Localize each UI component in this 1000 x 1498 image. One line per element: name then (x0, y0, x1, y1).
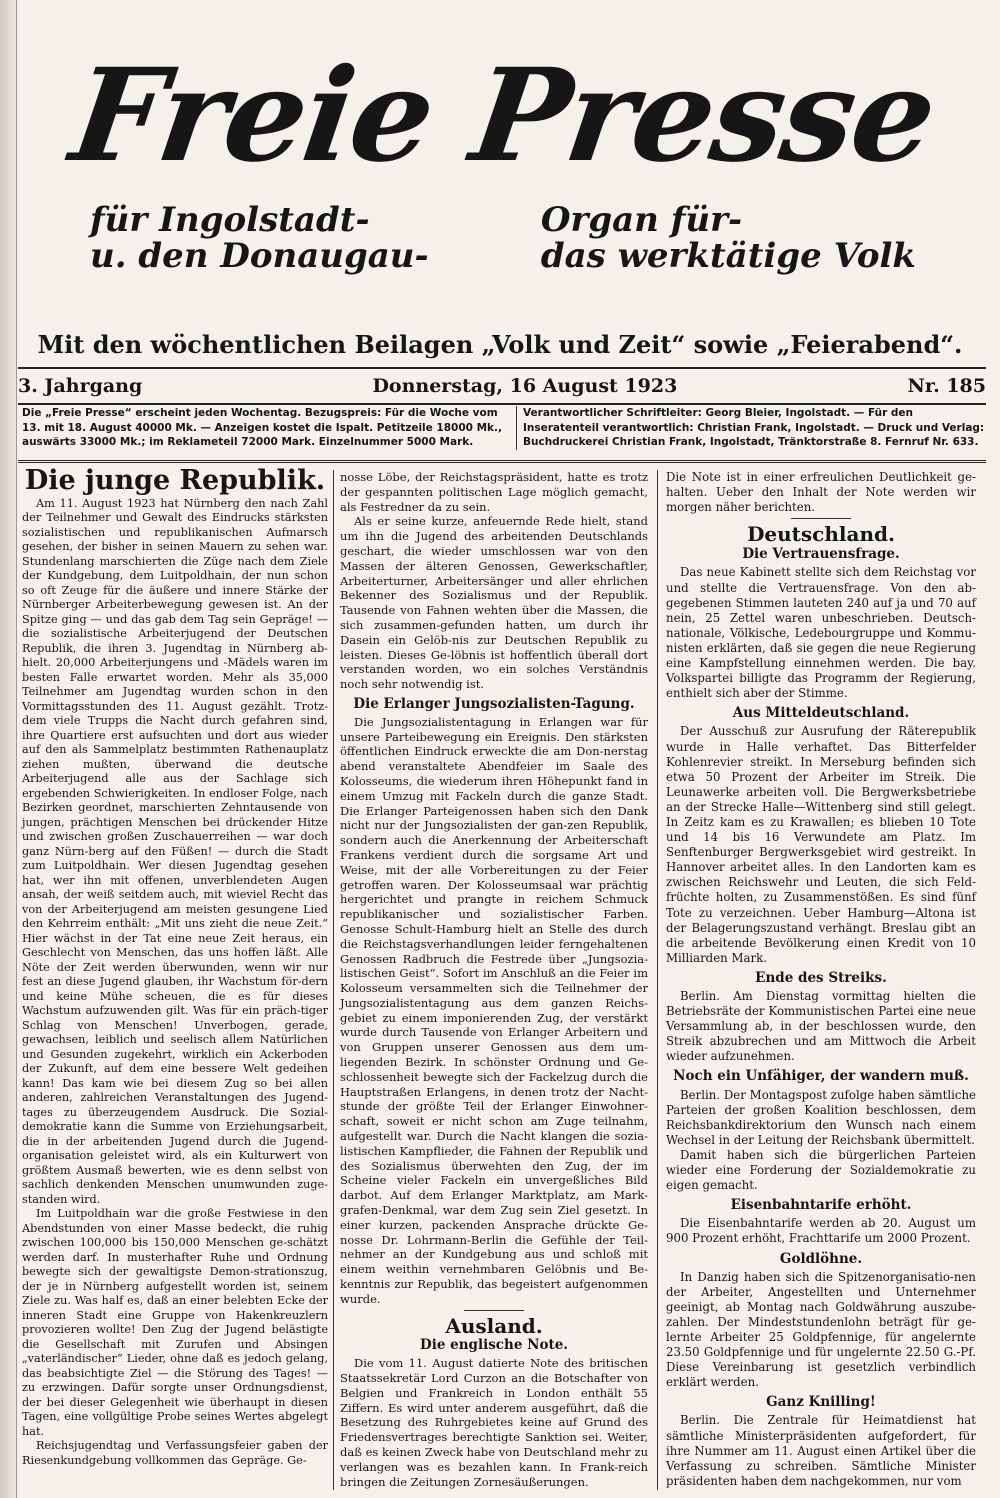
subtitle-left-line1: für Ingolstadt- (90, 200, 370, 240)
column-3 (666, 470, 976, 1489)
supplements-line: Mit den wöchentlichen Beilagen „Volk und Zeit“ sowie „Feierabend“. (37, 330, 963, 359)
header-rule (18, 460, 986, 463)
subheading-mitteldeutschland: Aus Mitteldeutschland. (732, 705, 910, 722)
column-rule-1 (333, 470, 334, 1490)
article-paragraph: Am 11. August 1923 hat Nürnberg den nach Zahl der Teilnehmer und Gewalt des Eindrucks stärksten sozialistischen und republikanischen Aufmarsch gesehen, der bisher in seinen Mauern zu sehen war. Stundenlang marschierten die Züge nach dem Ziele der Kundgebung, dem Luitpoldhain, der nun schon so oft Zeuge für die äußere und innere Stärke der Nürnberger Arbeiterbewegung gewesen ist. An der Spitze ging — und das gab dem Tag sein Gepräge! — die sozialistische Arbeiterjugend der Deutschen Republik, die ihren 3. Jugendtag in Nürnberg ab-hielt. 20,000 Arbeiterjungens und -Mädels waren im besten Falle erwartet worden. Mehr als 35,000 Teilnehmer am Jugendtag wurden schon in den Vormittagsstunden des 11. August gezählt. Trotz-dem viele Trupps die Nacht durch gefahren sind, ihre Quartiere erst aufsuchten und dort aus wieder auf den als Sammelplatz bestimmten Rathenauplatz ziehen mußten, überwand die deutsche Arbeiterjugend alle aus der Sachlage sich ergebenden Schwierigkeiten. In endloser Folge, nach Bezirken geordnet, marschierten Zehntausende von jungen, prächtigen Menschen bei drückender Hitze und zwischen großen Zuschauerreihen — war doch ganz Nürn-berg auf den Füßen! — durch die Stadt zum Luitpoldhain. Wer diesen Jugendtag gesehen hat, wer ihn mit offenen, unverblendeten Augen ansah, der weiß seitdem auch, mit wieviel Recht das von der Arbeiterjugend am meisten gesungene Lied den Kehrreim enthält: „Mit uns zieht die neue Zeit.“ Hier wächst in der Tat eine neue Zeit heraus, ein Geschlecht von Menschen, das uns hoffen läßt. Alle Nöte der Zeit werden überwunden, wenn wir nur fest an diese Jugend glauben, ihr Wachstum för-dern und keine Mühe scheuen, die es für dieses Wachstum aufzuwenden gilt. Was für ein präch-tiger Schlag von Menschen! Unverbogen, gerade, gewachsen, leiblich und seelisch allem Natürlichen und Gesunden zugekehrt, wirklich ein Ackerboden der Zukunft, auf dem eine bessere Welt gedeihen kann! Das kam wie bei diesem Zug so bei allen anderen, zahlreichen Veranstaltungen des Jugend-tages zu überzeugendem Ausdruck. Die Sozial-demokratie kann die Summe von Erziehungsarbeit, die in der arbeitenden Jugend durch die Jugend-organisation geleistet wird, als ein Kulturwert von größtem Ausmaß bewerten, wie es denn selbst von sachlich denkenden Menschen unumwunden zuge-standen wird. (22, 496, 328, 1206)
newspaper-title: Freie Presse (63, 41, 943, 191)
article-paragraph: Damit haben sich die bürgerlichen Parteien wieder eine Forderung der Sozialdemokratie zu eigen gemacht. (666, 1147, 976, 1193)
headline-junge-republik: Die junge Republik. (24, 465, 326, 496)
subheading-knilling: Ganz Knilling! (766, 1394, 876, 1411)
subheading-ende-streiks: Ende des Streiks. (755, 969, 887, 986)
article-paragraph: Berlin. Der Montagspost zufolge haben sämtliche Parteien der großen Koalition beschlossen, dem Reichsbankdirektorium den Wunsch nach einem Wechsel in der Leitung der Reichsbank übermittelt. (666, 1087, 976, 1147)
volume-year: 3. Jahrgang (18, 375, 143, 397)
divider (791, 518, 851, 519)
subtitle-right-line2: das werktätige Volk (540, 236, 916, 276)
article-paragraph: In Danzig haben sich die Spitzenorganisatio-nen der Arbeiter, Angestellten und Unternehmer geeinigt, ab Montag nach Goldwährung auszube-zahlen. Der Mindeststundenlohn beträgt für ge-lernte Arbeiter 25 Goldpfennige, für angelernte 23.50 Goldpfennige und für ungelernte 22.50 G.-Pf. Diese Vereinbarung ist gesetzlich verbindlich erklärt werden. (666, 1269, 976, 1390)
article-paragraph: Im Luitpoldhain war die große Festwiese in den Abendstunden von einer Masse bedeckt, die ruhig zwischen 100,000 bis 150,000 Menschen ge-schätzt werden darf. In musterhafter Ruhe und Ordnung bewegte sich der gewaltigste Demon-strationszug, der je in Nürnberg aufgestellt worden ist, seinem Ziele zu. Was half es, daß an einer belebten Ecke der inneren Stadt eine Gruppe von Hakenkreuzlern provozieren wollte! Den Zug der Jugend belästigte die Gesellschaft mit Zurufen und Absingen „vaterländischer“ Lieder, ohne daß es jedoch gelang, das beabsichtigte Ziel — die Störung des Tages! — zu erzwingen. Dafür sorgte unser Ordnungsdienst, der bei dieser Gelegenheit wie überhaupt in diesen Tagen, eine vollgültige Probe seines Wertes abgelegt hat. (22, 1207, 328, 1438)
publisher-info: Verantwortlicher Schriftleiter: Georg Bleier, Ingolstadt. — Für den Inseratenteil verantwortlich: Christian Frank, Ingolstadt. — Druck und Verlag: Buchdruckerei Christian Frank, Ingolstadt, Tränktorstraße 8. Fernruf Nr. 633. (516, 406, 989, 450)
article-paragraph: Berlin. Die Zentrale für Heimatdienst hat sämtliche Ministerpräsidenten aufgefordert, für ihre Nummer am 11. August einen Artikel über die Verfassung zu schreiben. Sämtliche Minister präsidenten haben dem nachgekommen, nur vom (666, 1413, 976, 1488)
masthead (28, 41, 978, 276)
page-binding (0, 0, 17, 1498)
subheading-englische-note: Die englische Note. (419, 1337, 569, 1354)
masthead-subtitles (28, 202, 978, 274)
subtitle-left (90, 202, 429, 274)
column-2 (340, 470, 648, 1489)
article-paragraph: Berlin. Am Dienstag vormittag hielten die Betriebsräte der Kommunistischen Partei eine neue Versammlung ab, in der beschlossen wurde, den Streik abzubrechen und am Mittwoch die Arbeit wieder aufzunehmen. (666, 989, 976, 1064)
subheading-eisenbahntarife: Eisenbahntarife erhöht. (730, 1197, 912, 1214)
subtitle-right-line1: Organ für- (540, 200, 743, 240)
section-heading-ausland: Ausland. (445, 1313, 543, 1338)
subtitle-left-line2: u. den Donaugau- (90, 236, 429, 276)
divider (464, 1310, 524, 1311)
article-paragraph: Die Eisenbahntarife werden ab 20. August um 900 Prozent erhöht, Frachttarife um 2000 Prozent. (666, 1216, 976, 1246)
column-rule-2 (657, 470, 658, 1490)
article-paragraph: nosse Löbe, der Reichstagspräsident, hatte es trotz der gespannten politischen Lage möglich gemacht, als Festredner da zu sein. (340, 470, 648, 514)
subscription-info: Die „Freie Presse“ erscheint jeden Wochentag. Bezugspreis: Für die Woche vom 13. mit 18. August 40000 Mk. — Anzeigen kostet die Ispalt. Petitzeile 18000 Mk., auswärts 33000 Mk.; im Reklameteil 72000 Mark. Einzelnummer 5000 Mark. (22, 407, 503, 448)
article-paragraph: Die Note ist in einer erfreulichen Deutlichkeit ge-halten. Ueber den Inhalt der Note werden wir morgen näher berichten. (666, 470, 976, 515)
subheading-vertrauensfrage: Die Vertrauensfrage. (742, 546, 900, 563)
issue-date: Donnerstag, 16 August 1923 (372, 375, 678, 397)
subheading-erlangen: Die Erlanger Jungsozialisten-Tagung. (353, 695, 635, 712)
section-heading-deutschland: Deutschland. (747, 522, 895, 547)
subtitle-right (541, 202, 916, 274)
article-paragraph: Das neue Kabinett stellte sich dem Reichstag vor und stellte die Vertrauensfrage. Von den ab-gegebenen Stimmen lauteten 240 auf ja und 70 auf nein, 25 Zettel waren unbeschrieben. Deutsch-nationale, Völkische, Ledebourgruppe und Kommu-nisten erklärten, daß sie gegen die neue Regierung eine Kampfstellung einnehmen werden. Die bay. Volkspartei billigte das Programm der Regierung, enthielt sich aber der Stimme. (666, 565, 976, 701)
subheading-unfaehiger: Noch ein Unfähiger, der wandern muß. (673, 1068, 969, 1085)
article-paragraph: Die vom 11. August datierte Note des britischen Staatssekretär Lord Curzon an die Botschafter von Belgien und Frankreich in London enthält 55 Ziffern. Es wird unter anderem ausgeführt, daß die Besetzung des Ruhrgebietes keine auf Grund des Friedensvertrages berechtigte Sanktion sei. Weiter, daß es keinen Zweck habe von Deutschland mehr zu verlangen was es bezahlen kann. In Frank-reich bringen die Zeitungen Zornesäußerungen. (340, 1356, 648, 1489)
article-paragraph: Der Ausschuß zur Ausrufung der Räterepublik wurde in Halle verhaftet. Das Bitterfelder Kohlenrevier streikt. In Merseburg befinden sich etwa 50 Prozent der Arbeiter im Streik. Die Leunawerke arbeiten voll. Die Bergwerksbetriebe an der Strecke Halle—Wittenberg sind still gelegt. In Zeitz kam es zu Krawallen; es blieben 10 Tote und 14 bis 16 Verwundete am Platz. Im Senftenburger Bergwerksgebiet wird gestreikt. In Hannover arbeitet alles. In den Landorten kam es zwischen Reichswehr und Leuten, die sich Feld-früchte holten, zu Zusammenstößen. Es sind fünf Tote zu verzeichnen. Ueber Hamburg—Altona ist der Belagerungszustand verhängt. Breslau gibt an die arbeitende Bevölkerung einen Kredit von 10 Milliarden Mark. (666, 724, 976, 965)
subheading-goldloehne: Goldlöhne. (779, 1250, 863, 1267)
dateline (18, 367, 986, 405)
article-paragraph: Reichsjugendtag und Verfassungsfeier gaben der Riesenkundgebung vollkommen das Gepräge. Ge- (22, 1439, 328, 1467)
issue-number: Nr. 185 (907, 375, 986, 397)
article-paragraph: Die Jungsozialistentagung in Erlangen war für unsere Parteibewegung ein Ereignis. Den stärksten öffentlichen Eindruck erweckte die am Don-nerstag abend veranstaltete Abendfeier im Saale des Kolosseums, die wiederum ihren Höhepunkt fand in einem Umzug mit Fackeln durch die ganze Stadt. Die Erlanger Parteigenossen haben sich den Dank nicht nur der Jungsozialisten der gan-zen Republik, sondern auch die Anerkennung der Arbeiterschaft Frankens verdient durch die sorgsame Art und Weise, mit der alle Vorbereitungen zu der Feier getroffen waren. Der Kolosseumsaal war prächtig hergerichtet und prangte in reichem Schmuck republikanischer und sozialistischer Farben. Genosse Schult-Hamburg hielt an Stelle des durch die Reichstagsverhandlungen leider ferngehaltenen Genossen Radbruch die Festrede über „Jungsozia-listischen Geist“. Sofort im Anschluß an die Feier im Kolosseum versammelten sich die Teilnehmer der Jungsozialistentagung aus dem ganzen Reichs-gebiet zu einem imponierenden Zug, der verstärkt wurde durch Tausende von Erlanger Arbeitern und von Gruppen unserer Genossen aus dem um-liegenden Bezirk. In schönster Ordnung und Ge-schlossenheit bewegte sich der Fackelzug durch die Hauptstraßen Erlangens, in denen trotz der Nacht-stunde der größte Teil der Erlanger Einwohner-schaft, soweit er nicht schon am Zuge teilnahm, aufgestellt war. Durch die Nacht klangen die sozia-listischen Kampflieder, die Fahnen der Republik und des Sozialismus überwehten den Zug, der im Scheine vieler Fackeln ein unvergeßliches Bild darbot. Auf dem Erlanger Marktplatz, am Mark-grafen-Denkmal, war dem Zug sein Ziel gesetzt. In einer kurzen, packenden Ansprache drückte Ge-nosse Dr. Lohrmann-Berlin die Gefühle der Teil-nehmer an der Kundgebung aus und schloß mit einem weithin vernehmbaren Gelöbnis und Be-kenntnis zur Republik, das begeistert aufgenommen wurde. (340, 714, 648, 1306)
article-paragraph: Als er seine kurze, anfeuernde Rede hielt, stand um ihn die Jugend des arbeitenden Deutschlands geschart, die wieder umschlossen war von den Massen der älteren Genossen, Gewerkschaftler, Arbeiterturner, Arbeitersänger und aller ehrlichen Bekenner des Sozialismus und der Republik. Tausende von Fahnen wehten über die Massen, die sich zusammen-gefunden hatten, um durch ihr Dasein ein Gelöb-nis zur Deutschen Republik zu leisten. Dieses Ge-löbnis ist hoffentlich überall dort verstanden worden, wo ein solches Verständnis noch sehr notwendig ist. (340, 514, 648, 692)
column-1 (22, 465, 328, 1468)
